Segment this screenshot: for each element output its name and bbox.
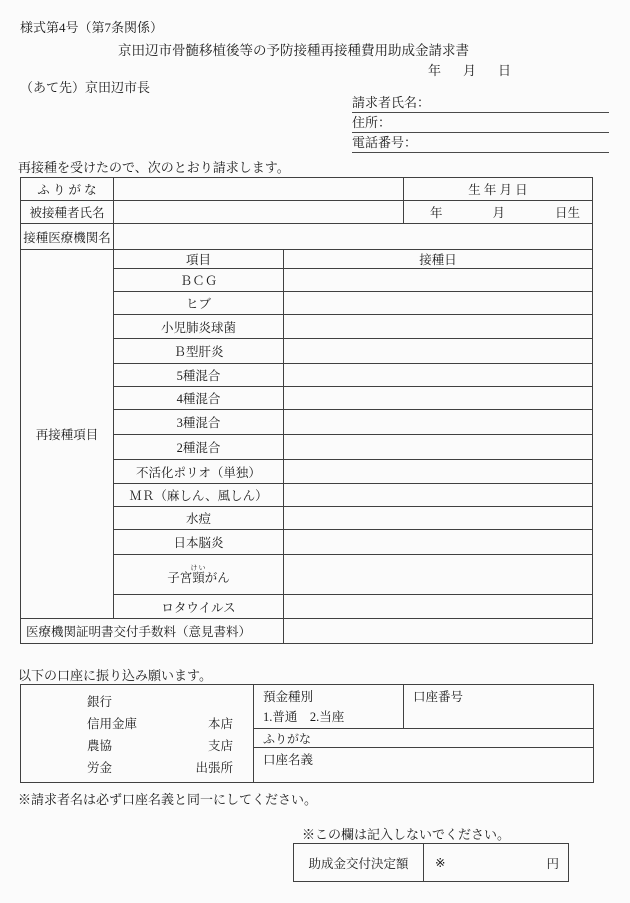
vaccine-label-5combo: 5種混合: [114, 364, 284, 387]
addressee: （あて先）京田辺市長: [20, 80, 151, 95]
vaccine-label-3combo: 3種混合: [114, 410, 284, 435]
vaccine-date-cell: [284, 315, 593, 339]
account-number-label: 口座番号: [413, 690, 464, 704]
transfer-instruction: 以下の口座に振り込み願います。: [18, 668, 212, 683]
vaccine-date-cell: [284, 555, 593, 595]
bank-institution-cell: [21, 685, 254, 783]
vaccine-date-cell: [284, 530, 593, 555]
office-use-table: [293, 843, 569, 882]
vaccine-label-rotavirus: ロタウイルス: [114, 595, 284, 619]
vaccine-date-cell: [284, 460, 593, 484]
vaccine-label-pneumococcus: 小児肺炎球菌: [114, 315, 284, 339]
asterisk-mark: ※: [435, 855, 446, 870]
institution-label: 接種医療機関名: [21, 224, 114, 250]
certificate-fee-cell: [284, 619, 593, 644]
account-name-note: ※請求者名は必ず口座名義と同一にしてください。: [18, 792, 318, 807]
hpv-post-text: がん: [204, 570, 230, 585]
institution-cell: [114, 224, 593, 250]
vaccine-date-cell: [284, 339, 593, 364]
birthdate-header: 生 年 月 日: [404, 178, 593, 201]
vaccine-label-varicella: 水痘: [114, 507, 284, 530]
institution-nokyo: 農協: [87, 739, 113, 753]
recipient-name-cell: [114, 201, 404, 224]
vaccine-date-cell: [284, 387, 593, 410]
vaccine-label-polio: 不活化ポリオ（単独）: [114, 460, 284, 484]
hpv-base-text: 頸: [190, 570, 207, 585]
birthdate-cell: [404, 201, 593, 224]
deposit-type-cell: [254, 685, 404, 729]
year-label: 年: [428, 63, 442, 78]
vaccine-label-mr: ＭＲ（麻しん、風しん）: [114, 484, 284, 507]
claimant-name-label: 請求者氏名：: [352, 95, 431, 110]
account-furigana-label: ふりがな: [263, 731, 312, 746]
vaccine-date-cell: [284, 364, 593, 387]
deposit-type-options: 1.普通 2.当座: [263, 710, 345, 724]
address-label: 住所：: [352, 115, 392, 130]
branch-shucchojo: 出張所: [195, 761, 233, 775]
claimant-name-field: [352, 93, 609, 113]
account-name-label: 口座名義: [263, 753, 314, 767]
hpv-ruby: [190, 563, 207, 585]
month-label: 月: [463, 63, 477, 78]
account-name-cell: [254, 748, 594, 783]
date-line: [428, 60, 511, 79]
vaccine-label-hpv: [114, 555, 284, 595]
birth-month-label: 月: [492, 206, 505, 220]
subsidy-amount-cell: [424, 844, 569, 882]
hpv-ruby-text: けい: [190, 563, 207, 572]
vaccine-label-je: 日本脳炎: [114, 530, 284, 555]
vaccination-date-header: 接種日: [284, 250, 593, 269]
furigana-value-cell: [114, 178, 404, 201]
office-use-note: ※この欄は記入しないでください。: [302, 827, 511, 842]
form-number: 様式第4号（第7条関係）: [20, 20, 164, 35]
vaccine-label-hepb: Ｂ型肝炎: [114, 339, 284, 364]
vaccine-label-bcg: ＢＣＧ: [114, 269, 284, 292]
vaccine-date-cell: [284, 484, 593, 507]
furigana-label: ふ り が な: [21, 178, 114, 201]
vaccine-label-4combo: 4種混合: [114, 387, 284, 410]
institution-rokin: 労金: [87, 761, 113, 775]
certificate-fee-label: 医療機関証明書交付手数料（意見書料）: [21, 619, 284, 644]
birth-day-label: 日生: [554, 206, 580, 220]
vaccine-date-cell: [284, 269, 593, 292]
revaccination-table: [20, 177, 593, 644]
vaccine-date-cell: [284, 292, 593, 315]
subsidy-decision-label: 助成金交付決定額: [294, 844, 424, 882]
vaccine-label-2combo: 2種混合: [114, 435, 284, 460]
item-header: 項目: [114, 250, 284, 269]
account-furigana-cell: [254, 729, 594, 748]
vaccine-label-hib: ヒブ: [114, 292, 284, 315]
yen-label: 円: [546, 856, 559, 871]
deposit-type-label: 預金種別: [263, 690, 314, 704]
bank-account-table: [20, 684, 594, 783]
phone-label: 電話番号：: [352, 135, 418, 150]
vaccine-date-cell: [284, 507, 593, 530]
institution-shinkin: 信用金庫: [87, 717, 138, 731]
branch-honten: 本店: [207, 717, 233, 731]
vaccine-date-cell: [284, 435, 593, 460]
phone-field: [352, 133, 609, 153]
day-label: 日: [498, 63, 512, 78]
hpv-pre-text: 子宮: [167, 570, 193, 585]
revaccination-section-label: 再接種項目: [21, 250, 114, 619]
address-field: [352, 113, 609, 133]
institution-bank: 銀行: [87, 695, 113, 709]
recipient-name-label: 被接種者氏名: [21, 201, 114, 224]
account-number-cell: [404, 685, 594, 729]
claim-statement: 再接種を受けたので、次のとおり請求します。: [18, 160, 290, 175]
branch-shiten: 支店: [207, 739, 233, 753]
form-title: 京田辺市骨髄移植後等の予防接種再接種費用助成金請求書: [118, 43, 469, 58]
birth-year-label: 年: [430, 206, 443, 220]
vaccine-date-cell: [284, 595, 593, 619]
vaccine-date-cell: [284, 410, 593, 435]
